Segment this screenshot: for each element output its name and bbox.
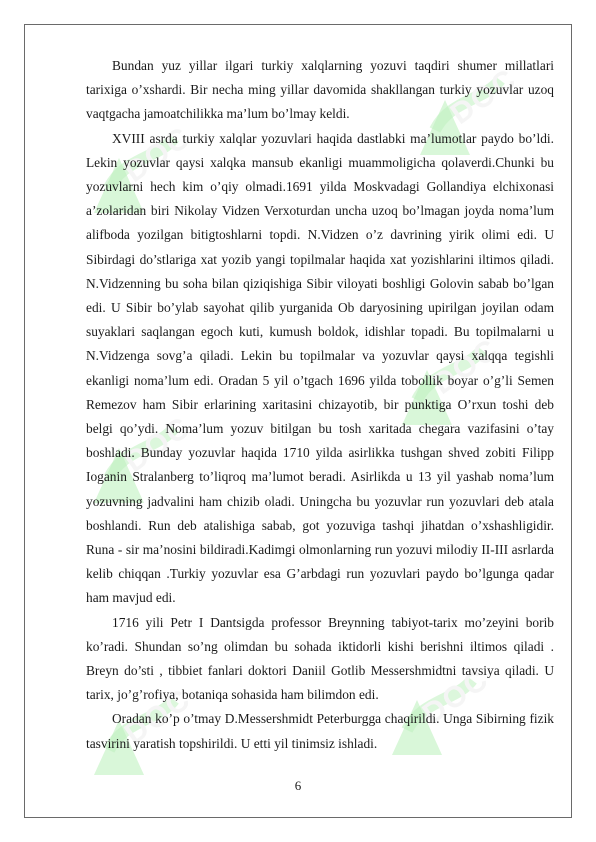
watermark-text: DOC — [118, 682, 198, 751]
paragraph-2: XVIII asrda turkiy xalqlar yozuvlari haqida dastlabki ma’lumotlar paydo bo’ldi. Lekin yozuvlar qaysi xalqka mansub ekanligi muammoligicha qolaverdi.Chunki bu yozuvlarni hech kim o’qiy olmadi.1691 yilda Moskvadagi Gollandiya elchixonasi a’zolaridan biri Nikolay Vidzen Verxoturdan uncha uzoq bo’lmagan joyda noma’lum alifboda yozilgan bitigtoshlarni topdi. N.Vidzen o’z davrining yirik olimi edi. U Sibirdagi do’stlariga xat yozib yangi topilmalar haqida xat yozishlarini iltimos qiladi. N.Vidzenning bu soha bilan qiziqishiga Sibir viloyati boshligi Golovin sabab bo’lgan edi. U Sibir bo’ylab sayohat qilib yurganida Ob daryosining upirilgan joyilan odam suyaklari saqlangan egoch kuti, kumush boldok, idishlar topadi. Bu topilmalarni u N.Vidzenga sovg’a qiladi. Lekin bu topilmalar va yozuvlar qaysi xalqqa tegishli ekanligi noma’lum edi. Oradan 5 yil o’tgach 1696 yilda tobollik boyar o’g’li Semen Remezov ham Sibir erlarining xaritasini chizayotib, bir punktiga O’rxun toshi deb belgi qo’ydi. Noma’lum yozuv bitilgan bu tosh xaritada chegara vazifasini o’tay boshladi. Bunday yozuvlar haqida 1710 yilda asirlikka tushgan shved zobiti Filipp Ioganin Stralanberg to’liqroq ma’lumot beradi. Asirlikda u 13 yil yashab noma’lum yozuvning jadvalini ham chizib oladi. Uningcha bu yozuvlar run yozuvlari deb atala boshlandi. Run deb atalishiga sabab, got yozuviga tashqi jihatdan o’xshashligidir. Runa - sir ma’nosini bildiradi.Kadimgi olmonlarning run yozuvi milodiy II-III asrlarda kelib chiqqan .Turkiy yozuvlar esa G’arbdagi run yozuvlari paydo bo’lgunga qadar ham mavjud edi. — [86, 130, 554, 606]
paragraph-4: Oradan ko’p o’tmay D.Messershmidt Peterburgga chaqirildi. Unga Sibirning fizik tasvirini yaratish topshirildi. U etti yil tinimsiz ishladi. — [86, 711, 554, 751]
watermark-text: DOC — [118, 410, 198, 479]
paragraph-3: 1716 yili Petr I Dantsigda professor Breynning tabiyot-tarix mo’zeyini borib ko’radi. Shundan so’ng olimdan bu sohada iktidorli kishi berishni iltimos qiladi . Breyn do’sti , tibbiet fanlari doktori Daniil Gotlib Messershmidtni tavsiya qiladi. U tarix, jo’g’rofiya, botaniqa sohasida ham bilimdon edi. — [86, 614, 554, 703]
document-body — [86, 54, 554, 756]
watermark-text: DOC — [416, 662, 496, 731]
paragraph-1: Bundan yuz yillar ilgari turkiy xalqlarning yozuvi taqdiri shumer millatlari tarixiga o’xshardi. Bir necha ming yillar davomida shakllangan turkiy yozuvlar uzoq vaqtgacha jamoatchilikka ma’lum bo’lmay keldi. — [86, 58, 554, 122]
watermark-text: DOC — [426, 332, 506, 401]
page-number: 6 — [294, 778, 302, 793]
watermark-text: DOC — [444, 62, 524, 131]
watermark-text: DOC — [118, 120, 198, 189]
